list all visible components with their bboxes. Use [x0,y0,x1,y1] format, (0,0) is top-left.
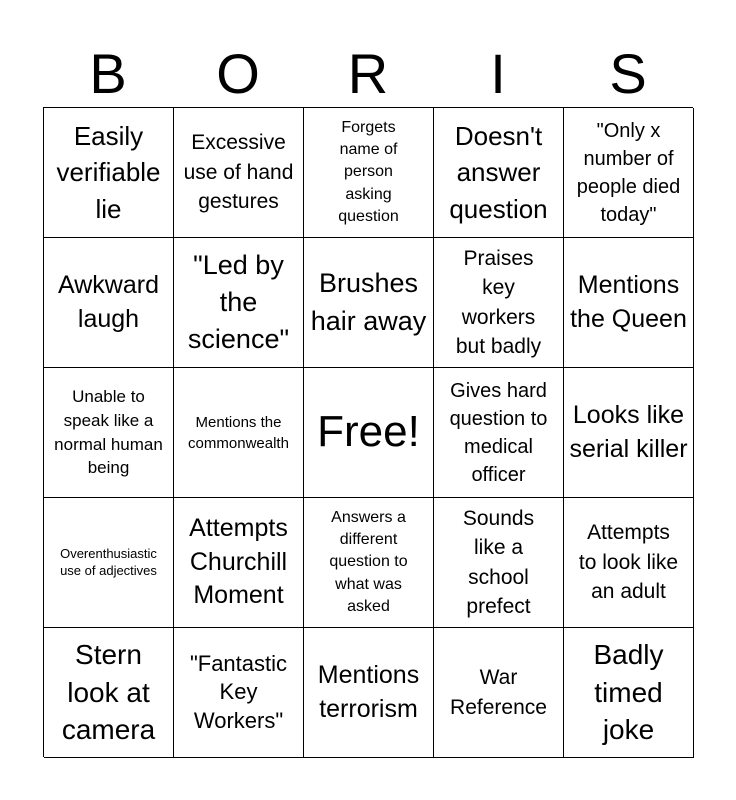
cell-text: Stern look at camera [61,638,156,746]
cell-text: Unable to speak like a normal human being [54,386,163,478]
cell-text: "Only x number of people died today" [576,119,681,226]
bingo-cell[interactable] [44,108,174,238]
cell-text: Mentions terrorism [317,660,420,723]
cell-text: Gives hard question to medical officer [449,379,548,486]
header-letter-r: R [347,42,389,105]
bingo-cell[interactable] [174,368,304,498]
bingo-card [43,107,693,757]
cell-text: Easily verifiable lie [56,120,161,224]
bingo-cell[interactable] [564,108,694,238]
bingo-cell[interactable] [174,498,304,628]
bingo-cell[interactable] [564,628,694,758]
bingo-cell[interactable] [44,368,174,498]
cell-text: Brushes hair away [310,268,427,336]
bingo-cell[interactable] [434,498,564,628]
cell-text: Attempts Churchill Moment [189,513,288,610]
cell-text: Badly timed joke [593,638,664,746]
bingo-cell[interactable] [304,238,434,368]
cell-text: Doesn't answer question [449,120,548,224]
bingo-header [43,40,693,108]
header-letter-i: I [490,42,506,105]
bingo-cell[interactable] [304,368,434,498]
bingo-cell[interactable] [434,108,564,238]
header-letter-s: S [609,42,647,105]
bingo-cell[interactable] [304,108,434,238]
cell-text: Answers a different question to what was asked [329,508,408,616]
free-space-label: Free! [317,407,420,457]
bingo-cell[interactable] [564,368,694,498]
bingo-cell[interactable] [434,628,564,758]
cell-text: Forgets name of person asking question [338,118,399,226]
cell-text: Mentions the commonwealth [188,413,289,452]
cell-text: "Fantastic Key Workers" [189,650,288,733]
cell-text: Awkward laugh [58,270,159,333]
cell-text: Sounds like a school prefect [462,506,535,618]
bingo-cell[interactable] [174,628,304,758]
bingo-cell[interactable] [44,238,174,368]
cell-text: War Reference [450,666,547,719]
cell-text: Mentions the Queen [570,270,687,333]
bingo-cell[interactable] [434,368,564,498]
bingo-cell[interactable] [564,238,694,368]
cell-text: "Led by the science" [187,249,290,355]
cell-text: Praises key workers but badly [455,246,542,358]
cell-text: Looks like serial killer [569,400,688,463]
bingo-cell[interactable] [564,498,694,628]
bingo-cell[interactable] [174,108,304,238]
header-letter-o: O [216,42,260,105]
cell-text: Attempts to look like an adult [578,521,679,604]
bingo-cell[interactable] [304,498,434,628]
cell-text: Excessive use of hand gestures [183,131,294,214]
header-letter-b: B [89,42,127,105]
bingo-cell[interactable] [304,628,434,758]
bingo-cell[interactable] [44,498,174,628]
bingo-cell[interactable] [44,628,174,758]
bingo-cell[interactable] [174,238,304,368]
bingo-cell[interactable] [434,238,564,368]
cell-text: Overenthusiastic use of adjectives [60,545,157,578]
